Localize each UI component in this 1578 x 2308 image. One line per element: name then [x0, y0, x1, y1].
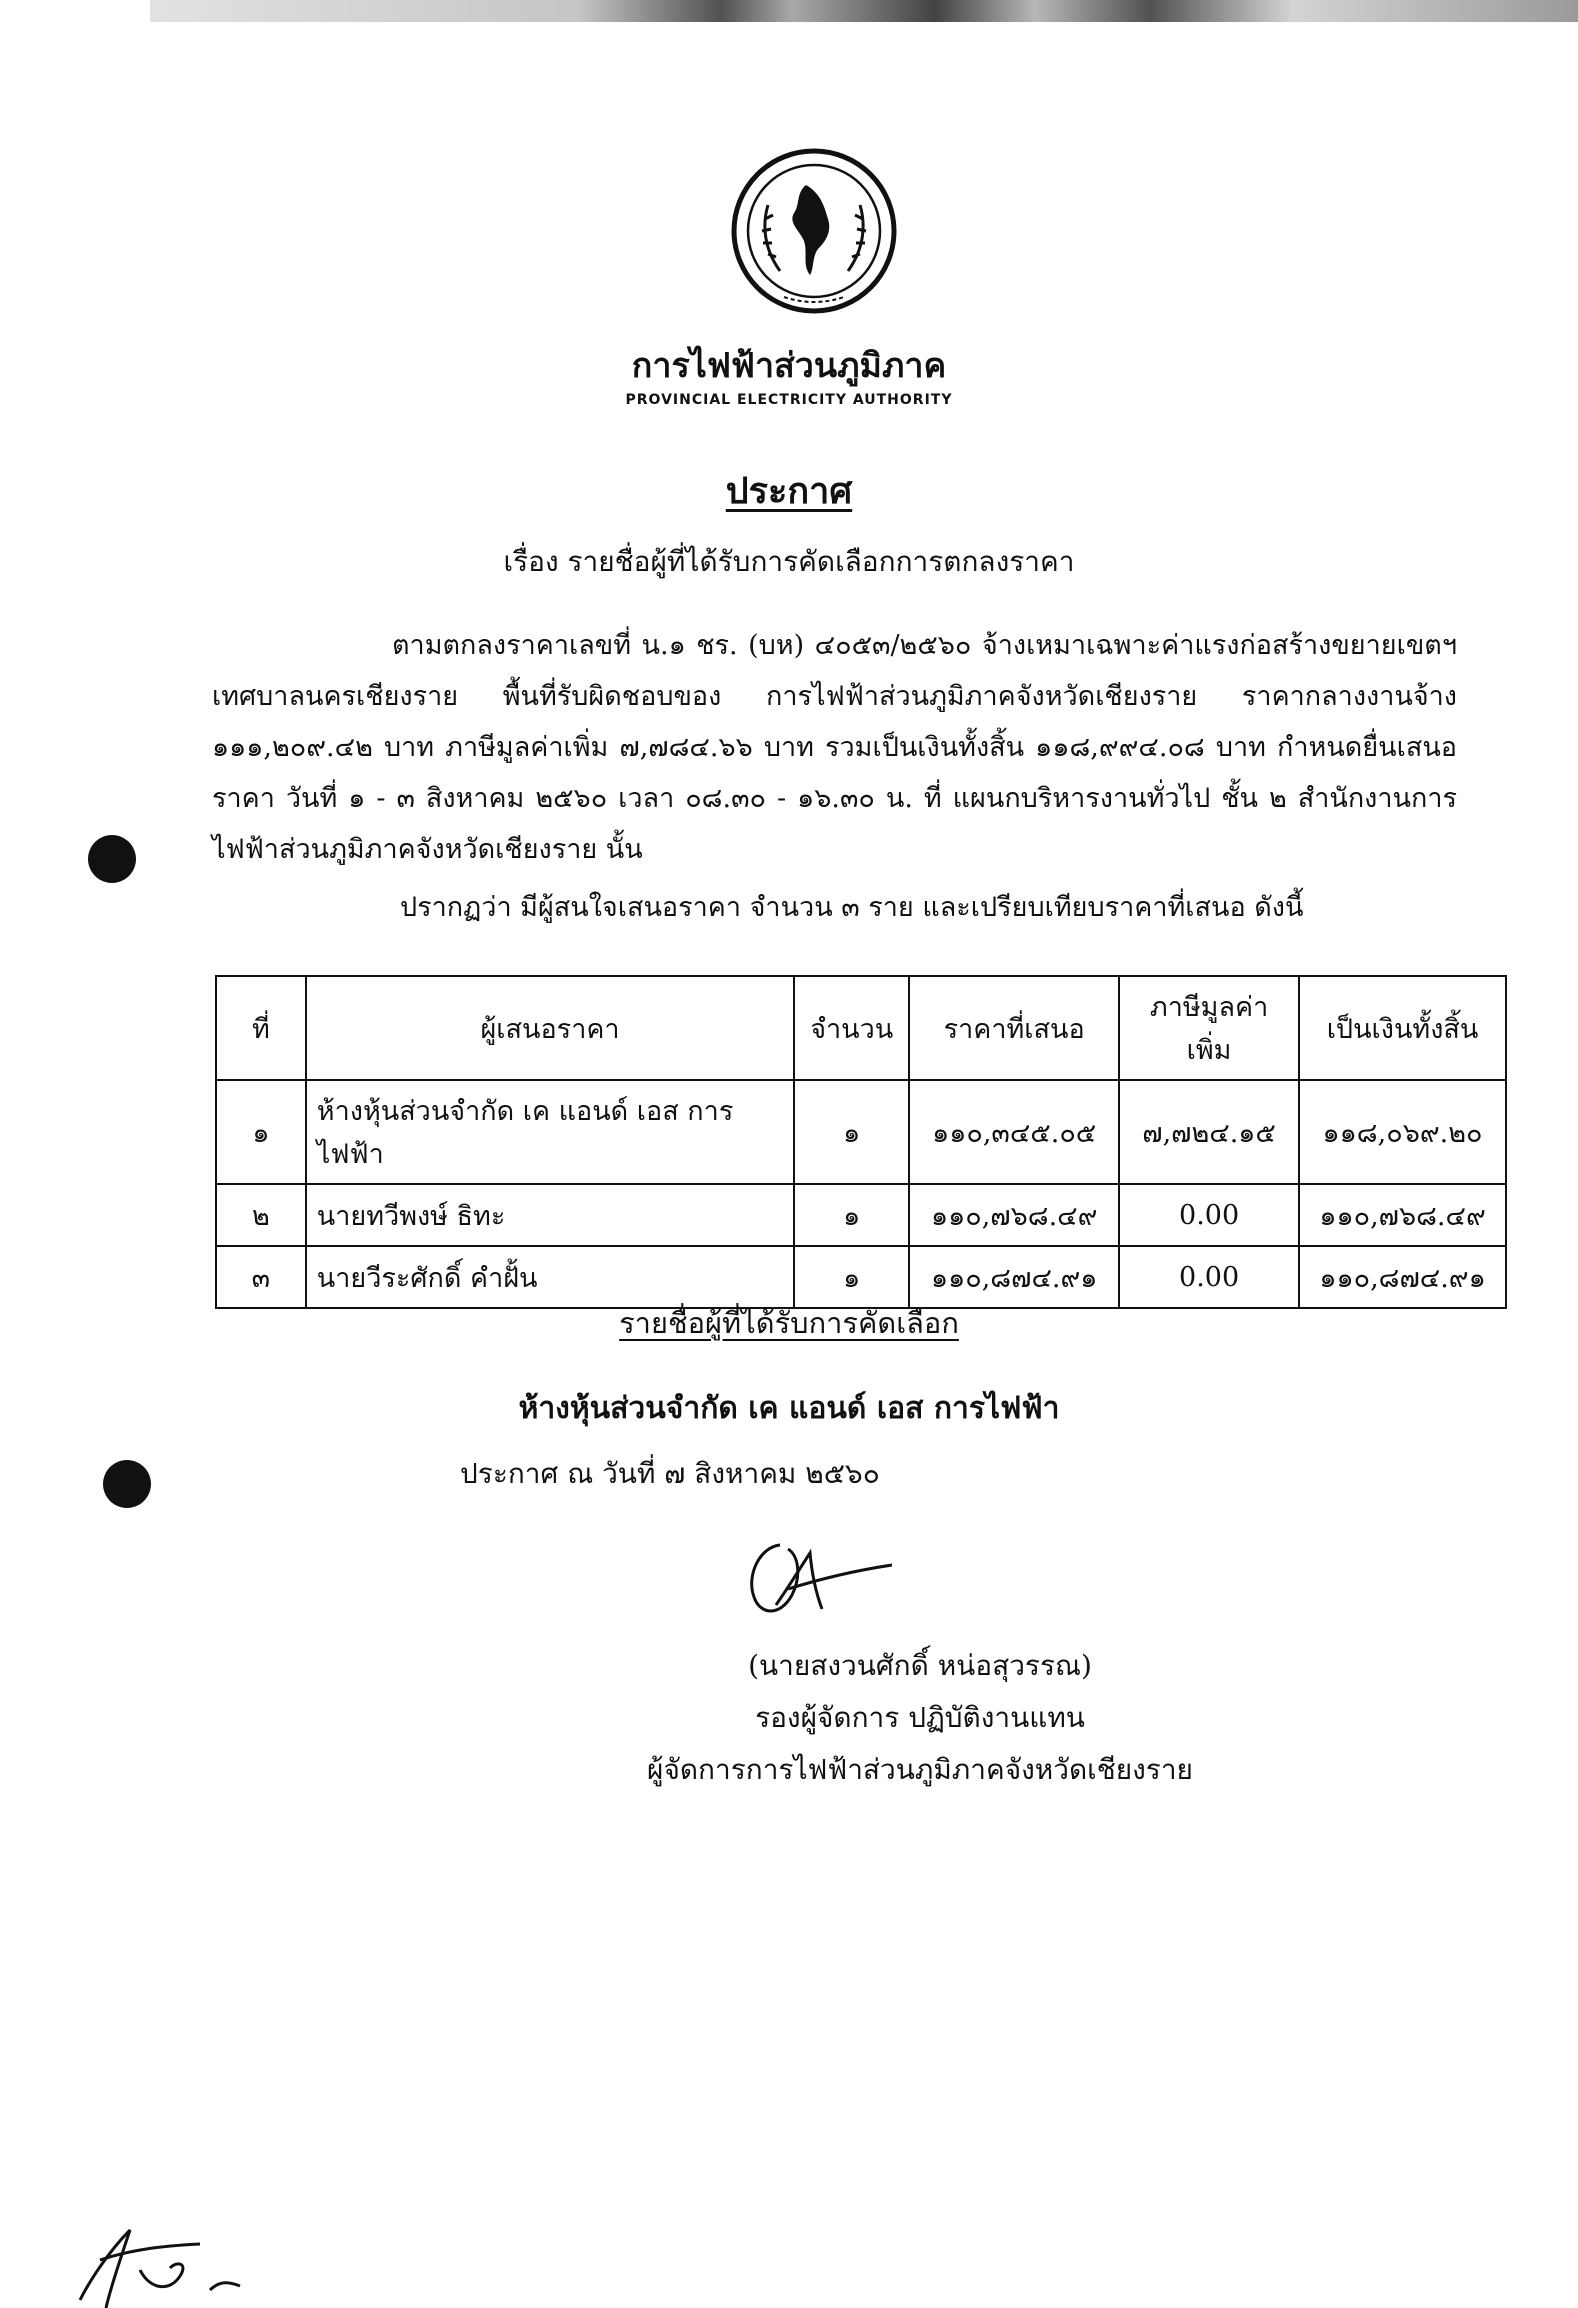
signatory-name: (นายสงวนศักดิ์ หน่อสุวรรณ): [748, 1649, 1092, 1682]
selected-bidder: ห้างหุ้นส่วนจำกัด เค แอนด์ เอส การไฟฟ้า: [518, 1391, 1060, 1426]
initials-mark-icon: [70, 2220, 270, 2308]
signature-icon: [740, 1535, 900, 1625]
table-row: [216, 1184, 1506, 1246]
header-bidder: ผู้เสนอราคา: [306, 976, 794, 1080]
body-paragraph-2: ปรากฏว่า มีผู้สนใจเสนอราคา จำนวน ๓ ราย และเปรียบเทียบราคาที่เสนอ ดังนี้: [400, 892, 1304, 923]
cell-total: ๑๑๘,๐๖๙.๒๐: [1299, 1080, 1506, 1184]
cell-vat: 0.00: [1119, 1184, 1299, 1246]
cell-vat: 0.00: [1119, 1246, 1299, 1308]
table-header-row: [216, 976, 1506, 1080]
signatory-position: รองผู้จัดการ ปฏิบัติงานแทน: [755, 1701, 1085, 1734]
signatory-position-2: ผู้จัดการการไฟฟ้าส่วนภูมิภาคจังหวัดเชียงราย: [647, 1753, 1193, 1786]
bid-comparison-table: [215, 975, 1507, 1309]
cell-no: ๓: [216, 1246, 306, 1308]
scan-top-edge: [150, 0, 1578, 22]
cell-quantity: ๑: [794, 1246, 909, 1308]
subject-line: เรื่อง รายชื่อผู้ที่ได้รับการคัดเลือกการตกลงราคา: [503, 545, 1075, 578]
cell-no: ๑: [216, 1080, 306, 1184]
org-name-thai: การไฟฟ้าส่วนภูมิภาค: [631, 346, 947, 386]
cell-quantity: ๑: [794, 1184, 909, 1246]
page-title: ประกาศ: [725, 470, 853, 512]
body-paragraph-text: ตามตกลงราคาเลขที่ น.๑ ชร. (บห) ๔๐๕๓/๒๕๖๐ จ้างเหมาเฉพาะค่าแรงก่อสร้างขยายเขตฯ เทศบาลนครเชียงราย พื้นที่รับผิดชอบของ การไฟฟ้าส่วนภูมิภาคจังหวัดเชียงราย ราคากลางงานจ้าง ๑๑๑,๒๐๙.๔๒ บาท ภาษีมูลค่าเพิ่ม ๗,๗๘๔.๖๖ บาท รวมเป็นเงินทั้งสิ้น ๑๑๘,๙๙๔.๐๘ บาท กำหนดยื่นเสนอราคา วันที่ ๑ - ๓ สิงหาคม ๒๕๖๐ เวลา ๐๘.๓๐ - ๑๖.๓๐ น. ที่ แผนกบริหารงานทั่วไป ชั้น ๒ สำนักงานการไฟฟ้าส่วนภูมิภาคจังหวัดเชียงราย นั้น: [212, 630, 1457, 865]
org-name-english: PROVINCIAL ELECTRICITY AUTHORITY: [625, 392, 953, 408]
body-paragraph: [212, 620, 1457, 875]
cell-vat: ๗,๗๒๔.๑๕: [1119, 1080, 1299, 1184]
binder-hole-icon: [103, 1460, 151, 1508]
header-total: เป็นเงินทั้งสิ้น: [1299, 976, 1506, 1080]
cell-quantity: ๑: [794, 1080, 909, 1184]
cell-offer-price: ๑๑๐,๓๔๕.๐๕: [909, 1080, 1119, 1184]
cell-total: ๑๑๐,๗๖๘.๔๙: [1299, 1184, 1506, 1246]
header-offer-price: ราคาที่เสนอ: [909, 976, 1119, 1080]
header-quantity: จำนวน: [794, 976, 909, 1080]
selection-heading: รายชื่อผู้ที่ได้รับการคัดเลือก: [619, 1306, 959, 1340]
cell-bidder: นายทวีพงษ์ ธิทะ: [306, 1184, 794, 1246]
header-no: ที่: [216, 976, 306, 1080]
cell-offer-price: ๑๑๐,๘๗๔.๙๑: [909, 1246, 1119, 1308]
cell-offer-price: ๑๑๐,๗๖๘.๔๙: [909, 1184, 1119, 1246]
cell-bidder: นายวีระศักดิ์ คำฝั้น: [306, 1246, 794, 1308]
cell-no: ๒: [216, 1184, 306, 1246]
cell-bidder: ห้างหุ้นส่วนจำกัด เค แอนด์ เอส การไฟฟ้า: [306, 1080, 794, 1184]
cell-total: ๑๑๐,๘๗๔.๙๑: [1299, 1246, 1506, 1308]
table-row: [216, 1246, 1506, 1308]
header-vat: ภาษีมูลค่าเพิ่ม: [1119, 976, 1299, 1080]
binder-hole-icon: [88, 835, 136, 883]
announcement-date: ประกาศ ณ วันที่ ๗ สิงหาคม ๒๕๖๐: [460, 1457, 880, 1490]
signatory-block: [540, 1640, 1300, 1796]
pea-emblem-icon: [728, 145, 900, 327]
table-row: [216, 1080, 1506, 1184]
